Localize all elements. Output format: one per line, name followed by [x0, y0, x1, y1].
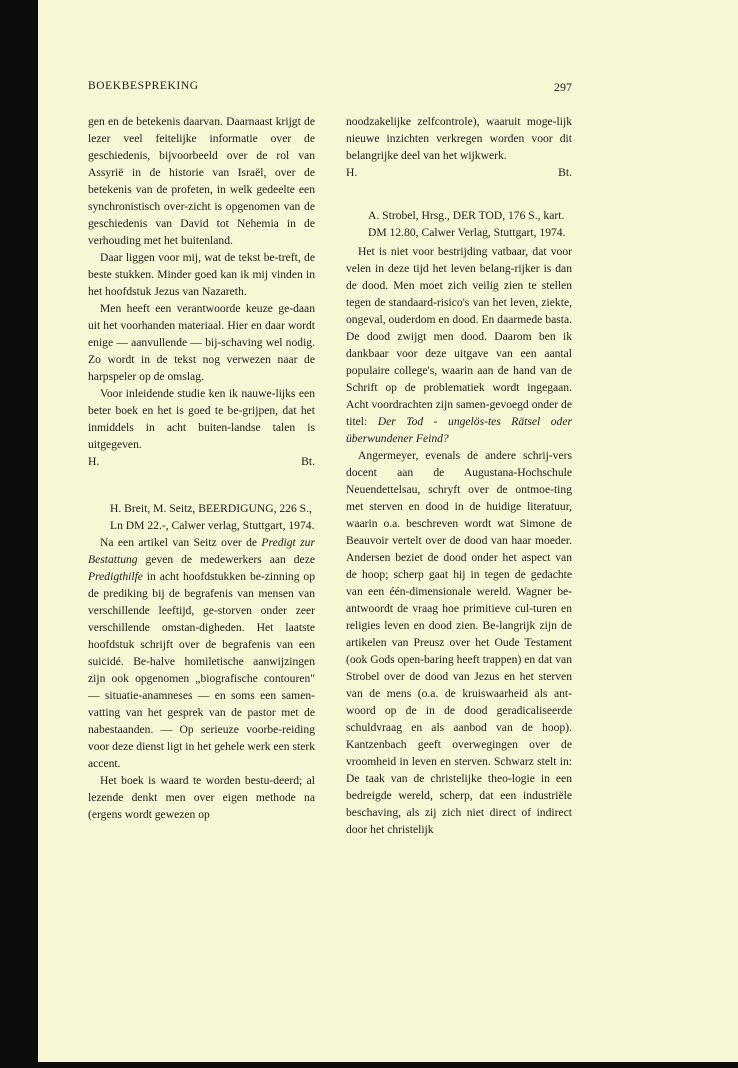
title-italic: Predigt zur Bestattung	[88, 536, 315, 566]
paragraph: gen en de betekenis daarvan. Daarnaast krijgt de lezer veel feitelijke informatie over de geschiedenis, bijvoorbeeld over de rol van Assyrië in de historie van Israël, over de betekenis van de profeten, in welk gedeelte een synchronistisch over-zicht is opgenomen van de geschiedenis van David tot Nehemia in de verhouding met het buitenland.	[88, 115, 315, 247]
page-number: 297	[554, 80, 572, 94]
title-italic: Der Tod - ungelös-tes Rätsel oder überwundener Feind?	[346, 415, 572, 445]
scan-border-bottom	[38, 1062, 738, 1068]
paragraph: Men heeft een verantwoorde keuze ge-daan uit het voorhanden materiaal. Hier en daar wordt enige — aanvullende — bij-schaving wel nodig. Zo wordt in de tekst nog verwezen naar de harpspeler op de omslag.	[88, 302, 315, 383]
scan-border-left	[0, 0, 38, 1068]
running-head: BOEKBESPREKING	[88, 80, 199, 92]
signature-initial: H.	[346, 166, 358, 179]
reviewer-signature	[88, 453, 315, 470]
paragraph: Voor inleidende studie ken ik nauwe-lijks een beter boek en het is goed te be-grijpen, dat het inmiddels in acht buiten-landse talen is uitgegeven.	[88, 387, 315, 451]
signature-initials: Bt.	[301, 455, 315, 468]
review-heading: H. Breit, M. Seitz, BEERDIGUNG, 226 S., Ln DM 22.-, Calwer verlag, Stuttgart, 1974.	[110, 502, 315, 532]
review-heading: A. Strobel, Hrsg., DER TOD, 176 S., kart. DM 12.80, Calwer Verlag, Stuttgart, 1974.	[368, 209, 566, 239]
reviewer-signature	[346, 164, 572, 181]
signature-initial: H.	[88, 455, 100, 468]
paragraph: Angermeyer, evenals de andere schrij-vers docent aan de Augustana-Hochschule Neuendettelsau, schryft over de ontmoe-ting met sterven en dood in de huidige literatuur, waarin o.a. beschreven wordt wat Simone de Beauvoir vertelt over de dood van haar moeder. Andersen beziet de dood onder het aspect van de hoop; scherp gaat hij in tegen de gedachte van een één-dimensionale wereld. Wagner be-antwoordt de vraag hoe primitieve cul-turen en religies leven en dood zien. Be-langrijk zijn de artikelen van Preusz over het Oude Testament (ook Gods open-baring heeft trappen) en dat van Strobel over de dood van Jezus en het sterven van de mens (o.a. de kruiswaarheid als ant-woord op de in de dood geradicaliseerde schuldvraag en als aanbod van de hoop). Kantzenbach geeft overwegingen over de vroomheid in leven en sterven. Schwarz stelt in: De taak van de christelijke theo-logie in een bedreigde wereld, scherp, dat een industriële beschaving, als zij zich niet direct of indirect door het christelijk	[346, 449, 572, 836]
right-column	[346, 113, 572, 838]
paragraph: Het boek is waard te worden bestu-deerd; al lezende denkt men over eigen methode na (ergens wordt gewezen op	[88, 774, 315, 821]
paragraph: Daar liggen voor mij, wat de tekst be-treft, de beste stukken. Minder goed kan ik mij vinden in het hoofdstuk Jezus van Nazareth.	[88, 251, 315, 298]
paragraph: noodzakelijke zelfcontrole), waaruit moge-lijk nieuwe inzichten verkregen worden voor dit belangrijke deel van het wijkwerk.	[346, 115, 572, 162]
left-column	[88, 113, 315, 823]
paragraph: Het is niet voor bestrijding vatbaar, dat voor velen in deze tijd het leven belang-rijker is dan de dood. Men moet zich veilig zien te stellen tegen de standaard-risico's van het leven, ziekte, ongeval, ouderdom en dood. En daarmede basta. De dood zwijgt men dood. Daarom ben ik dankbaar voor deze uitgave van een aantal populaire college's, waarin aan de hand van de Schrift op de problematiek wordt ingegaan. Acht voordrachten zijn samen-gevoegd onder de titel: Der Tod - ungelös-tes Rätsel oder überwundener Feind?	[346, 245, 572, 445]
paragraph: Na een artikel van Seitz over de Predigt zur Bestattung geven de medewerkers aan deze Predigthilfe in acht hoofdstukken be-zinning op de prediking bij de begrafenis van mensen van verschillende leeftijd, ge-storven onder zeer verschillende omstan-digheden. Het laatste hoofdstuk schrijft over de begrafenis van een suicidé. Be-halve homiletische aanwijzingen zijn ook opgenomen „biografische contouren" — situatie-anamneses — en soms een samen-vatting van het gesprek van de pastor met de nabestaanden. — Op serieuze voorbe-reiding voor deze dienst ligt in het gehele werk een sterk accent.	[88, 536, 315, 770]
title-italic: Predigthilfe	[88, 570, 143, 583]
signature-initials: Bt.	[558, 166, 572, 179]
